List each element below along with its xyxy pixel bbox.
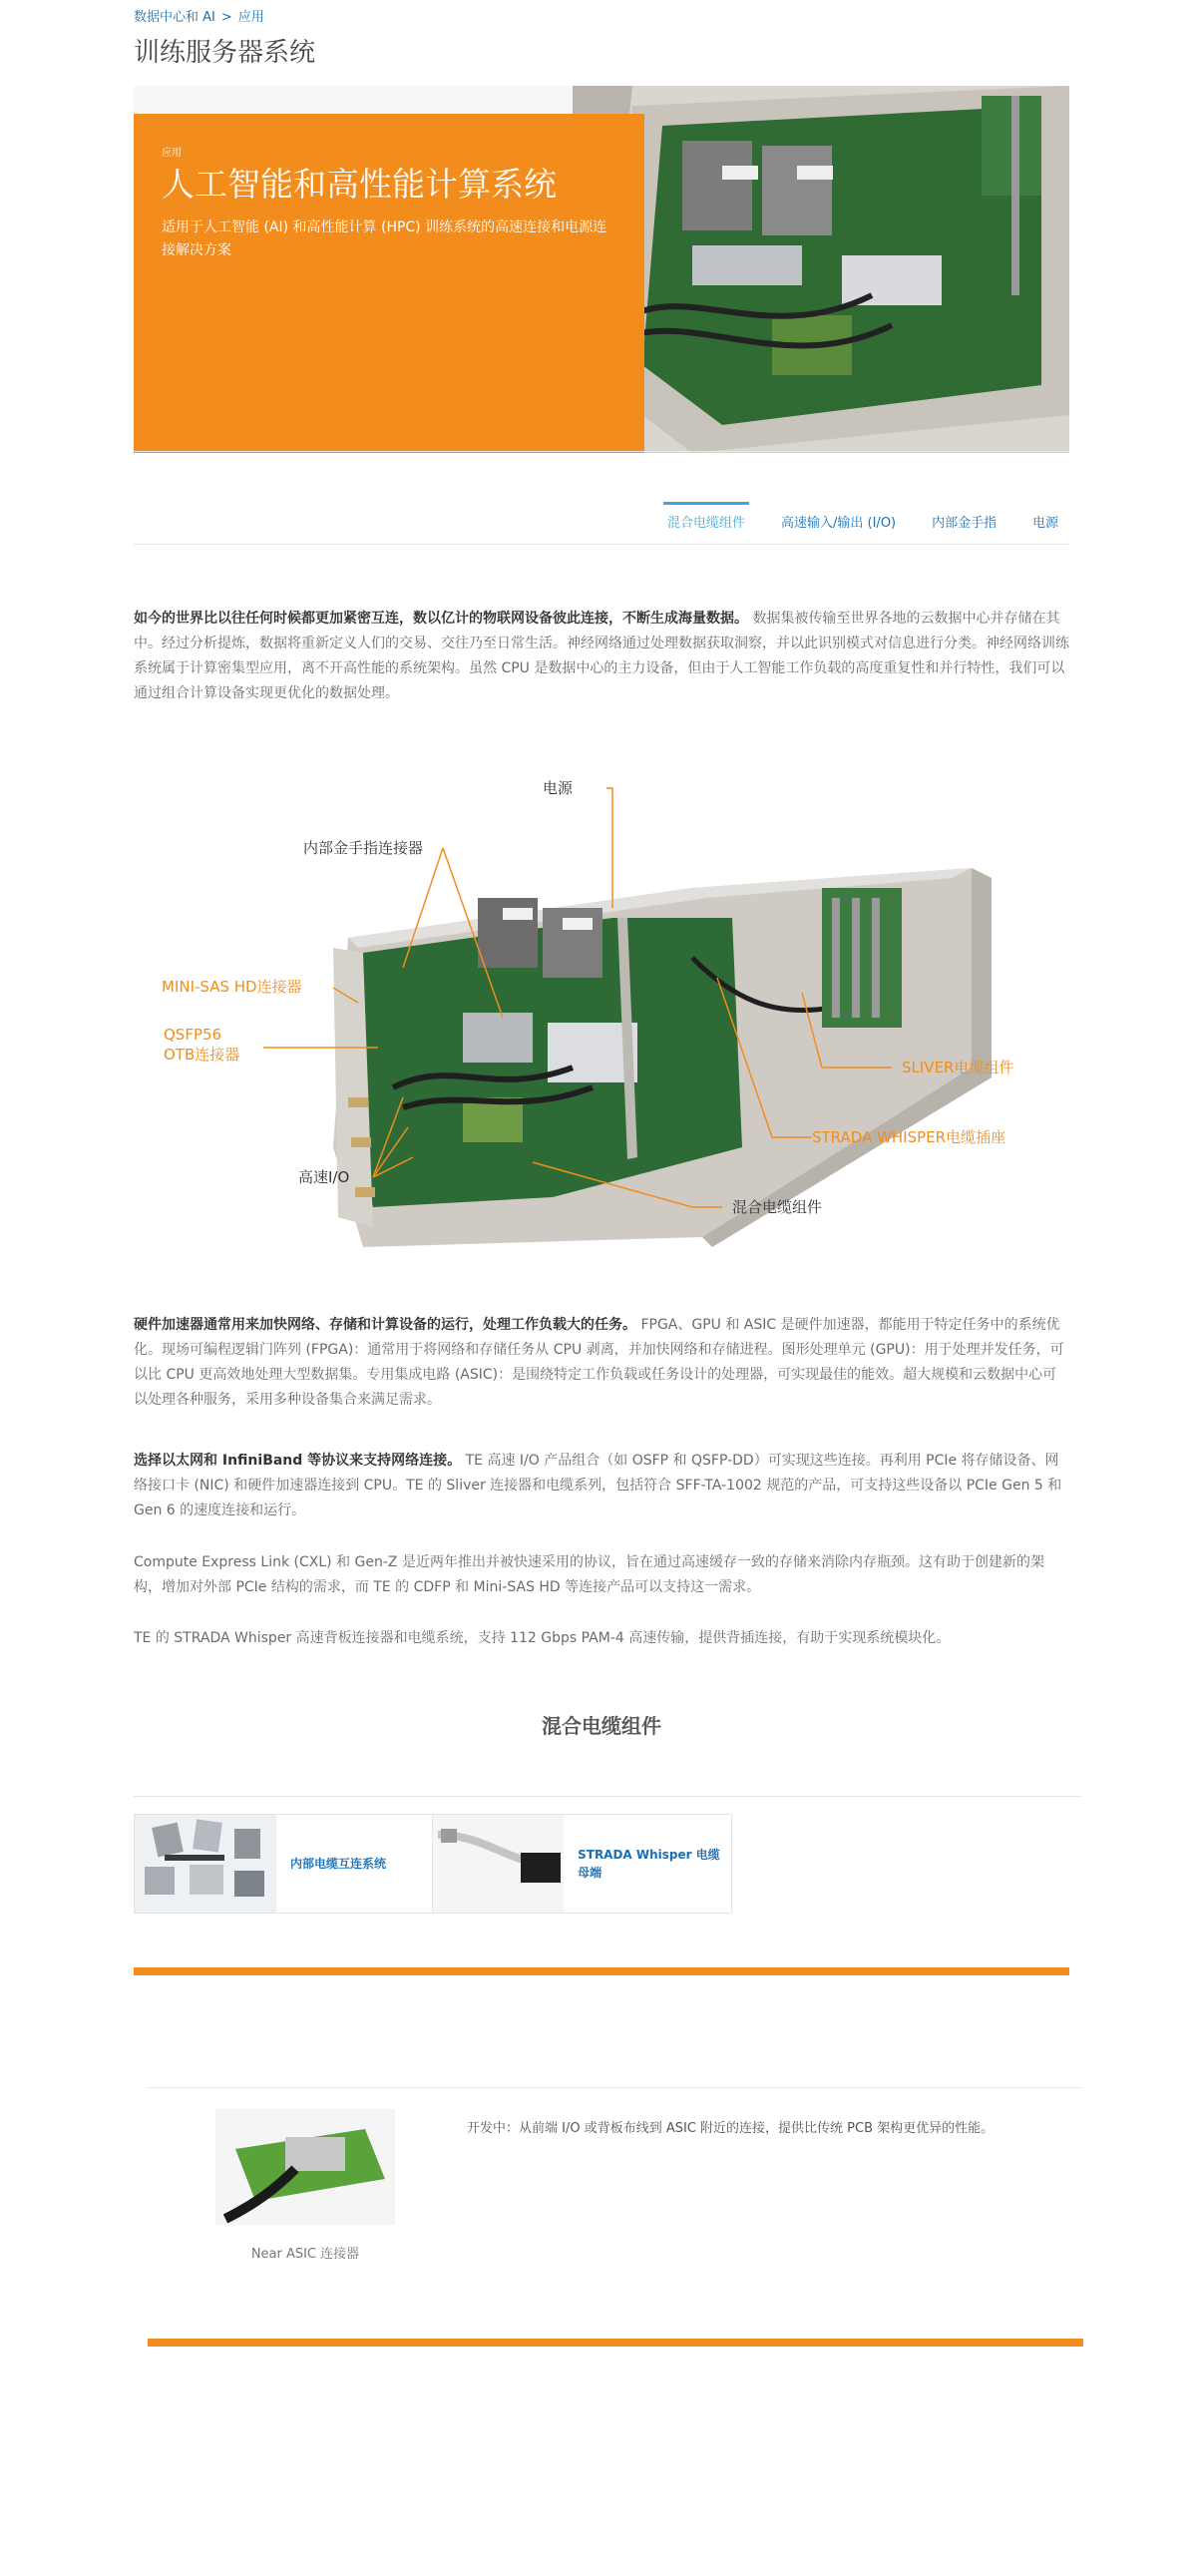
breadcrumb-link-datacenter[interactable]: 数据中心和 AI [134,10,215,25]
product-title-internal-cable[interactable]: 内部电缆互连系统 [290,1857,387,1871]
hero-title: 人工智能和高性能计算系统 [162,165,557,204]
label-high-speed-io: 高速I/O [298,1168,350,1186]
label-minisas: MINI-SAS HD连接器 [162,978,302,996]
orange-divider [134,1967,1069,1975]
divider [134,544,1069,545]
accelerator-bold: 硬件加速器通常用来加快网络、存储和计算设备的运行，处理工作负载大的任务。 [134,1317,636,1333]
near-asic-caption: Near ASIC 连接器 [250,2247,360,2262]
tab-internal-finger[interactable]: 内部金手指 [932,516,998,531]
hero-description: 适用于人工智能 (AI) 和高性能计算 (HPC) 训练系统的高速连接和电源连接解决方案 [162,218,607,259]
near-asic-description: 开发中：从前端 I/O 或背板布线到 ASIC 附近的连接，提供比传统 PCB 架构更优异的性能。 [467,2121,995,2136]
tab-hybrid-cable[interactable]: 混合电缆组件 [663,504,749,541]
breadcrumb-separator-icon: > [220,10,232,25]
product-title-strada-whisper[interactable]: STRADA Whisper 电缆母端 [578,1848,720,1880]
product-card-strada-whisper[interactable] [433,1814,732,1914]
label-sliver: SLIVER电缆组件 [902,1059,1014,1076]
product-card-internal-cable[interactable] [134,1814,433,1914]
label-strada-whisper: STRADA WHISPER电缆插座 [812,1128,1006,1146]
tab-power[interactable]: 电源 [1032,516,1059,531]
label-internal-finger-connector: 内部金手指连接器 [303,839,424,857]
orange-divider [148,2339,1083,2347]
hero-eyebrow: 应用 [162,148,182,159]
hero-server-image [573,86,1069,453]
breadcrumb-link-applications[interactable]: 应用 [237,10,264,25]
section-tabs [663,504,1090,541]
product-image-strada-whisper [433,1815,564,1913]
intro-paragraph [134,607,1069,706]
server-diagram [134,768,1069,1247]
product-cards [134,1814,732,1914]
ethernet-text: TE 高速 I/O 产品组合（如 OSFP 和 QSFP-DD）可实现这些连接。再利用 PCIe 将存储设备、网络接口卡 (NIC) 和硬件加速器连接到 CPU。TE 的 Sliver 连接器和电缆系列，包括符合 SFF-TA-1002 规范的产品，可支持这些设备以 PCIe Gen 5 和 Gen 6 的速度连接和运行。 [134,1453,1062,1518]
divider [134,1796,1081,1797]
section-title: 混合电缆组件 [542,1714,661,1738]
accelerator-paragraph [134,1313,1069,1413]
intro-text: 数据集被传输至世界各地的云数据中心并存储在其中。经过分析提炼，数据将重新定义人们的交易、交往乃至日常生活。神经网络通过处理数据获取洞察，并以此识别模式对信息进行分类。神经网络训练系统属于计算密集型应用，离不开高性能的系统架构。虽然 CPU 是数据中心的主力设备，但由于人工智能工作负载的高度重复性和并行特性，我们可以通过组合计算设备实现更优化的数据处理。 [134,611,1069,701]
tab-high-speed-io[interactable]: 高速输入/输出 (I/O) [781,516,897,531]
hero-card [134,114,644,453]
hero-banner [134,86,1069,453]
accelerator-text: FPGA、GPU 和 ASIC 是硬件加速器，都能用于特定任务中的系统优化。现场可编程逻辑门阵列 (FPGA)：通常用于将网络和存储任务从 CPU 剥离，并加快网络和存储进程。图形处理单元 (GPU)：用于处理并发任务，可以比 CPU 更高效地处理大型数据集。专用集成电路 (ASIC)：是围绕特定工作负载或任务设计的处理器，可实现最佳的能效。超大规模和云数据中心可以处理各种服务，采用多种设备集合来满足需求。 [134,1317,1064,1408]
intro-bold: 如今的世界比以往任何时候都更加紧密互连，数以亿计的物联网设备彼此连接，不断生成海量数据。 [134,611,748,627]
breadcrumb [134,6,264,25]
near-asic-image [215,2109,395,2225]
cxl-paragraph: Compute Express Link (CXL) 和 Gen-Z 是近两年推出并被快速采用的协议，旨在通过高速缓存一致的存储来消除内存瓶颈。这有助于创建新的架构，增加对外部 PCIe 结构的需求，而 TE 的 CDFP 和 Mini-SAS HD 等连接产品可以支持这一需求。 [134,1554,1044,1595]
divider [148,2087,1083,2088]
label-hybrid-cable: 混合电缆组件 [732,1198,823,1216]
label-qsfp-line2: OTB连接器 [164,1046,240,1064]
divider [134,451,1069,452]
label-qsfp-line1: QSFP56 [164,1026,222,1044]
strada-paragraph: TE 的 STRADA Whisper 高速背板连接器和电缆系统，支持 112 Gbps PAM-4 高速传输，提供背插连接，有助于实现系统模块化。 [134,1630,951,1646]
page-title: 训练服务器系统 [134,38,316,68]
product-image-internal-cable [135,1815,276,1913]
ethernet-bold: 选择以太网和 InfiniBand 等协议来支持网络连接。 [134,1453,462,1469]
ethernet-paragraph [134,1449,1069,1523]
label-power: 电源 [543,779,574,797]
